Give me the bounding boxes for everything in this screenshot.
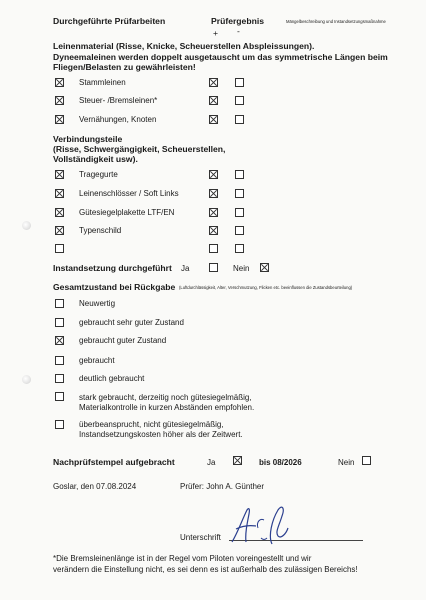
condition-label: Neuwertig: [79, 299, 116, 308]
connector-item-check[interactable]: [55, 226, 64, 235]
result-minus-checkbox[interactable]: [235, 189, 244, 198]
condition-checkbox[interactable]: [55, 374, 64, 383]
result-minus-checkbox[interactable]: [235, 208, 244, 217]
repair-nein-checkbox[interactable]: [260, 263, 269, 272]
connector-item-check[interactable]: [55, 244, 64, 253]
result-plus-checkbox[interactable]: [209, 170, 218, 179]
signature-image: [228, 498, 298, 548]
inspector: Prüfer: John A. Günther: [180, 482, 265, 491]
repair-label: Instandsetzung durchgeführt: [53, 263, 172, 273]
result-minus-checkbox[interactable]: [235, 96, 244, 105]
header-notes: Mängelbeschreibung und Instandsetzungsmaßnahme: [286, 19, 386, 24]
result-plus-checkbox[interactable]: [209, 226, 218, 235]
repair-ja-checkbox[interactable]: [209, 263, 218, 272]
result-minus-checkbox[interactable]: [235, 78, 244, 87]
condition-checkbox[interactable]: [55, 336, 64, 345]
condition-checkbox[interactable]: [55, 392, 64, 401]
connector-item-label: Gütesiegelplakette LTF/EN: [79, 208, 175, 217]
punch-hole-bottom: [22, 375, 31, 384]
condition-checkbox[interactable]: [55, 318, 64, 327]
stamp-until: bis 08/2026: [259, 458, 302, 467]
footnote-1: *Die Bremsleinenlänge ist in der Regel vom Piloten voreingestellt und wir: [53, 554, 312, 563]
connector-item-check[interactable]: [55, 208, 64, 217]
footnote-2: verändern die Einstellung nicht, es sei denn es ist außerhalb des zulässigen Bereichs!: [53, 565, 358, 574]
condition-label: überbeansprucht, nicht gütesiegelmäßig,: [79, 420, 224, 429]
section-note-connectors-1: (Risse, Schwergängigkeit, Scheuerstellen,: [53, 144, 226, 154]
result-plus-checkbox[interactable]: [209, 244, 218, 253]
result-minus-checkbox[interactable]: [235, 226, 244, 235]
punch-hole-top: [22, 221, 31, 230]
header-minus: -: [237, 26, 240, 36]
section-title-connectors: Verbindungsteile: [53, 134, 123, 144]
line-item-check[interactable]: [55, 115, 64, 124]
stamp-nein-checkbox[interactable]: [362, 456, 371, 465]
result-minus-checkbox[interactable]: [235, 170, 244, 179]
connector-item-label: Typenschild: [79, 226, 122, 235]
line-item-check[interactable]: [55, 78, 64, 87]
condition-checkbox[interactable]: [55, 420, 64, 429]
repair-ja-label: Ja: [181, 264, 190, 273]
connector-item-check[interactable]: [55, 189, 64, 198]
result-plus-checkbox[interactable]: [209, 96, 218, 105]
condition-label: gebraucht guter Zustand: [79, 336, 167, 345]
line-item-label: Steuer- /Bremsleinen*: [79, 96, 158, 105]
section-subtitle-overall: (Luftdurchlässigkeit, Alter, Verschmutzung, Flicken etc. beeinflussen die Zustandsbeurteilung): [179, 285, 353, 290]
condition-label-cont: Materialkontrolle in kurzen Abständen empfohlen.: [79, 403, 255, 412]
signature-label: Unterschrift: [180, 533, 221, 542]
result-plus-checkbox[interactable]: [209, 115, 218, 124]
result-plus-checkbox[interactable]: [209, 78, 218, 87]
stamp-label: Nachprüfstempel aufgebracht: [53, 457, 175, 467]
result-plus-checkbox[interactable]: [209, 208, 218, 217]
place-date: Goslar, den 07.08.2024: [53, 482, 137, 491]
section-note-line-material-2: Fliegen/Belasten zu gewährleisten!: [53, 62, 196, 72]
connector-item-label: Tragegurte: [79, 170, 118, 179]
stamp-ja-label: Ja: [207, 458, 216, 467]
condition-label: gebraucht: [79, 356, 115, 365]
connector-item-label: Leinenschlösser / Soft Links: [79, 189, 179, 198]
stamp-ja-checkbox[interactable]: [233, 456, 242, 465]
header-plus: +: [213, 28, 219, 38]
condition-checkbox[interactable]: [55, 356, 64, 365]
repair-nein-label: Nein: [233, 264, 250, 273]
line-item-check[interactable]: [55, 96, 64, 105]
section-title-line-material: Leinenmaterial (Risse, Knicke, Scheuerstellen Abspleissungen).: [53, 41, 315, 51]
section-title-overall: Gesamtzustand bei Rückgabe: [53, 282, 176, 292]
condition-label: stark gebraucht, derzeitig noch gütesiegelmäßig,: [79, 393, 252, 402]
section-note-connectors-2: Vollständigkeit usw).: [53, 154, 138, 164]
condition-label-cont: Instandsetzungskosten höher als der Zeitwert.: [79, 430, 243, 439]
condition-label: deutlich gebraucht: [79, 374, 145, 383]
condition-label: gebraucht sehr guter Zustand: [79, 318, 184, 327]
result-minus-checkbox[interactable]: [235, 244, 244, 253]
condition-checkbox[interactable]: [55, 299, 64, 308]
header-result: Prüfergebnis: [211, 16, 265, 26]
stamp-nein-label: Nein: [338, 458, 355, 467]
section-note-line-material-1: Dyneemaleinen werden doppelt ausgetauscht um das symmetrische Längen beim: [53, 52, 388, 62]
connector-item-check[interactable]: [55, 170, 64, 179]
line-item-label: Stammleinen: [79, 78, 126, 87]
result-minus-checkbox[interactable]: [235, 115, 244, 124]
result-plus-checkbox[interactable]: [209, 189, 218, 198]
header-work: Durchgeführte Prüfarbeiten: [53, 16, 166, 26]
line-item-label: Vernähungen, Knoten: [79, 115, 157, 124]
